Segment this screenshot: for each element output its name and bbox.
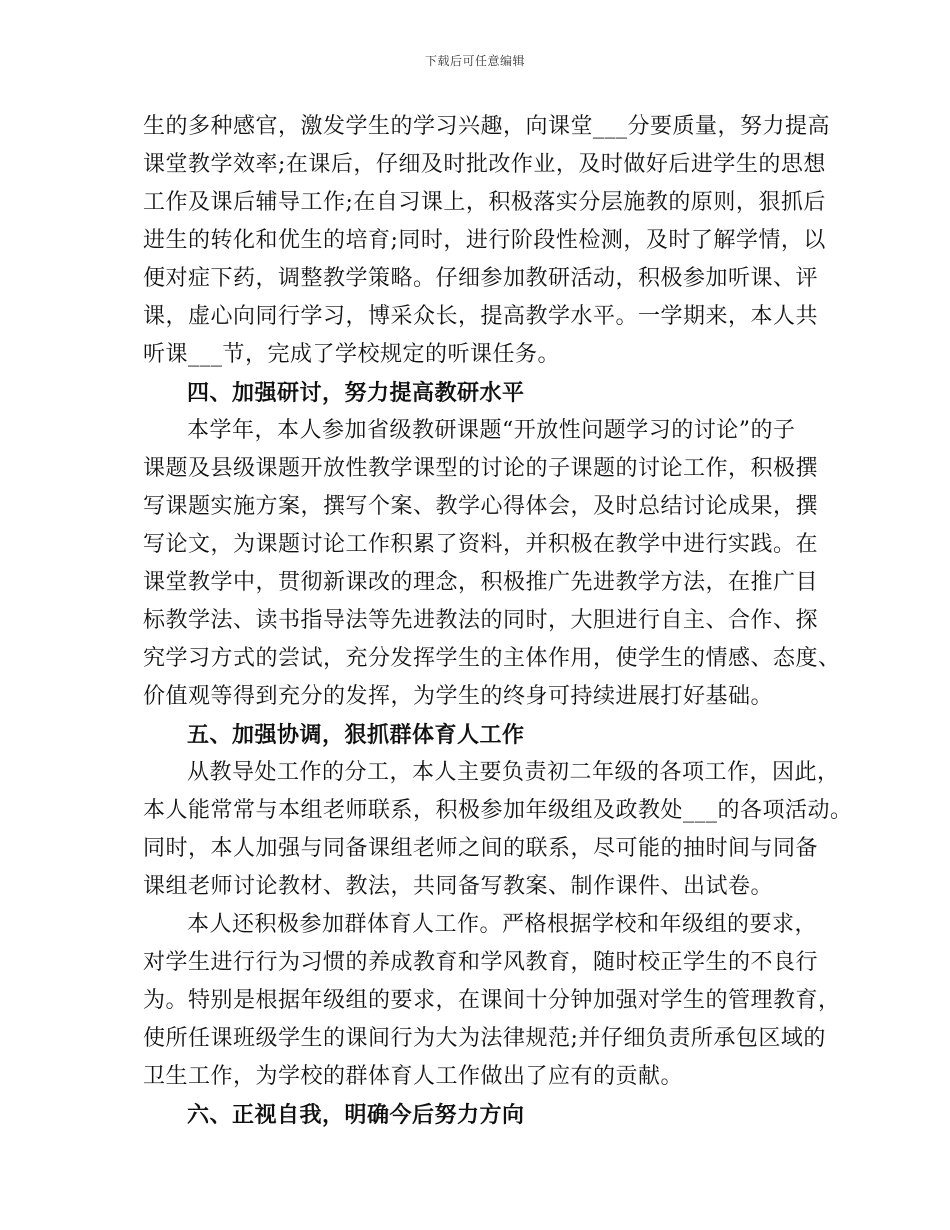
paragraph-first-line: 本人还积极参加群体育人工作。严格根据学校和年级组的要求， xyxy=(187,912,818,937)
paragraph-line: 进生的转化和优生的培育;同时，进行阶段性检测，及时了解学情，以 xyxy=(143,228,826,253)
paragraph-line: 同时，本人加强与同备课组老师之间的联系，尽可能的抽时间与同备 xyxy=(143,836,819,861)
paragraph-line: 生的多种感官，激发学生的学习兴趣，向课堂___分要质量，努力提高 xyxy=(143,114,831,139)
paragraph-first-line: 本学年，本人参加省级教研课题“开放性问题学习的讨论”的子 xyxy=(187,418,796,443)
paragraph-first-line: 从教导处工作的分工，本人主要负责初二年级的各项工作，因此， xyxy=(187,760,840,785)
paragraph-line: 写课题实施方案，撰写个案、教学心得体会，及时总结讨论成果，撰 xyxy=(143,494,819,519)
paragraph-line: 为。特别是根据年级组的要求，在课间十分钟加强对学生的管理教育， xyxy=(143,988,841,1013)
paragraph-line: 卫生工作，为学校的群体育人工作做出了应有的贡献。 xyxy=(143,1064,684,1089)
paragraph-line: 课堂教学中，贯彻新课改的理念，积极推广先进教学方法，在推广目 xyxy=(143,570,819,595)
paragraph-line: 标教学法、读书指导法等先进教法的同时，大胆进行自主、合作、探 xyxy=(143,608,819,633)
section-heading: 四、加强研讨，努力提高教研水平 xyxy=(187,380,525,406)
paragraph-line: 便对症下药，调整教学策略。仔细参加教研活动，积极参加听课、评 xyxy=(143,266,819,291)
paragraph-line: 究学习方式的尝试，充分发挥学生的主体作用，使学生的情感、态度、 xyxy=(143,646,841,671)
paragraph-line: 本人能常常与本组老师联系，积极参加年级组及政教处___的各项活动。 xyxy=(143,798,853,823)
paragraph-line: 工作及课后辅导工作;在自习课上，积极落实分层施教的原则，狠抓后 xyxy=(143,190,826,215)
paragraph-line: 课组老师讨论教材、教法，共同备写教案、制作课件、出试卷。 xyxy=(143,874,774,899)
page-header: 下载后可任意编辑 xyxy=(424,54,525,68)
paragraph-line: 写论文，为课题讨论工作积累了资料，并积极在教学中进行实践。在 xyxy=(143,532,819,557)
paragraph-line: 听课___节，完成了学校规定的听课任务。 xyxy=(143,342,561,367)
paragraph-line: 对学生进行行为习惯的养成教育和学风教育，随时校正学生的不良行 xyxy=(143,950,819,975)
paragraph-line: 课堂教学效率;在课后，仔细及时批改作业，及时做好后进学生的思想 xyxy=(143,152,826,177)
document-body xyxy=(143,108,853,1134)
paragraph-line: 价值观等得到充分的发挥，为学生的终身可持续进展打好基础。 xyxy=(143,684,774,709)
paragraph-line: 使所任课班级学生的课间行为大为法律规范;并仔细负责所承包区域的 xyxy=(143,1026,826,1051)
section-heading: 六、正视自我，明确今后努力方向 xyxy=(187,1102,525,1128)
paragraph-line: 课，虚心向同行学习，博采众长，提高教学水平。一学期来，本人共 xyxy=(143,304,819,329)
section-heading: 五、加强协调，狠抓群体育人工作 xyxy=(187,722,525,748)
paragraph-line: 课题及县级课题开放性教学课型的讨论的子课题的讨论工作，积极撰 xyxy=(143,456,819,481)
